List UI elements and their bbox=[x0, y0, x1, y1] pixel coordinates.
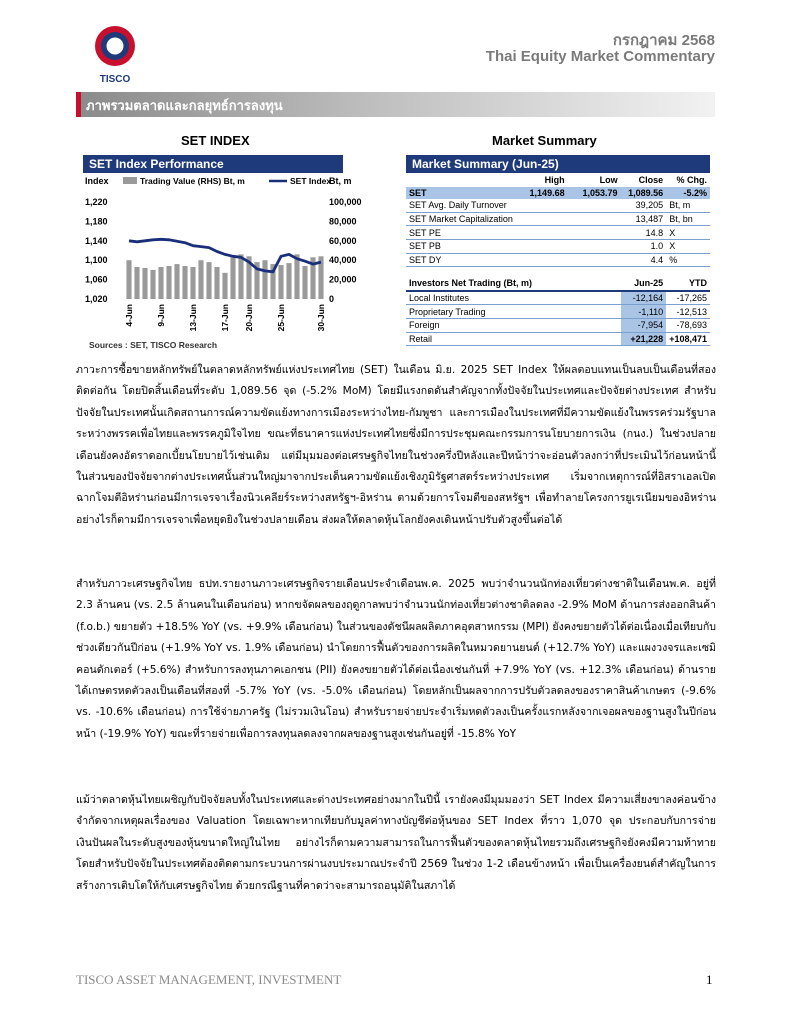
trading-value-bar bbox=[222, 273, 227, 299]
trading-value-bar bbox=[134, 267, 139, 299]
y-tick-label: 1,180 bbox=[85, 216, 108, 227]
x-tick-label: 17-Jun bbox=[220, 304, 230, 332]
market-summary-header: Market Summary (Jun-25) bbox=[406, 155, 710, 173]
trading-value-bar bbox=[182, 266, 187, 299]
logo-text: TISCO bbox=[99, 74, 131, 85]
trading-value-bar bbox=[286, 263, 291, 299]
paragraph-outlook: แม้ว่าตลาดหุ้นไทยเผชิญกับปัจจัยลบทั้งในประเทศและต่างประเทศอย่างมากในปีนี้ เรายังคงมีมุมมองว่า SET Index มีความเสี่ยงขาลงค่อนข้างจำกัดจากเหตุผลเรื่องของ Valuation โดยเฉพาะหากเทียบกับมูลค่าทางบัญชีต่อหุ้นของ SET Index ที่ราว 1,070 จุด ประกอบกับการจ่ายเงินปันผลในระดับสูงของหุ้นขนาดใหญ่ในไทย อย่างไรก็ตามความสามารถในการฟื้นตัวของตลาดหุ้นไทยรวมถึงเศรษฐกิจยังคงมีความท้าทาย โดยสำหรับปัจจัยในประเทศต้องติดตามกระบวนการผ่านงบประมาณประจำปี 2569 ในช่วง 1-2 เดือนข้างหน้า เพื่อเป็นเครื่องยนต์สำคัญในการสร้างการเติบโตให้กับเศรษฐกิจไทย ด้วยกรณีฐานที่คาดว่าจะสามารถอนุมัติในสภาได้ bbox=[76, 794, 716, 892]
col-blank bbox=[406, 174, 510, 187]
y-tick-label: 1,060 bbox=[85, 274, 108, 285]
set-label: SET bbox=[406, 187, 510, 200]
set-close: 1,089.56 bbox=[621, 187, 667, 200]
report-date: กรกฎาคม 2568 bbox=[612, 32, 715, 49]
legend-set-index: SET Index bbox=[290, 176, 332, 186]
table-row: SET Avg. Daily Turnover 39,205 Bt, m bbox=[406, 199, 710, 212]
spacer-row bbox=[406, 267, 710, 278]
trading-value-bar bbox=[214, 267, 219, 299]
banner-accent bbox=[76, 92, 81, 117]
y2-tick-label: 100,000 bbox=[329, 197, 362, 207]
trading-value-bar bbox=[302, 266, 307, 299]
table-row: Foreign -7,954 -78,693 bbox=[406, 318, 710, 332]
y2-tick-label: 20,000 bbox=[329, 274, 357, 285]
paragraph-market-overview: ภาวะการซื้อขายหลักทรัพย์ในตลาดหลักทรัพย์แห่งประเทศไทย (SET) ในเดือน มิ.ย. 2025 SET Index ให้ผลตอบแทนเป็นลบเป็นเดือนที่สองติดต่อกัน โดยปิดสิ้นเดือนที่ระดับ 1,089.56 จุด (-5.2% MoM) โดยมีแรงกดดันสำคัญจากทั้งปัจจัยในประเทศและปัจจัยต่างประเทศ สำหรับปัจจัยในประเทศนั้นเกิดสถานการณ์ความขัดแย้งทางการเมืองระหว่างไทย-กัมพูชา และการเมืองในประเทศที่มีความขัดแย้งในพรรคร่วมรัฐบาลระหว่างพรรคเพื่อไทยและพรรคภูมิใจไทย ขณะที่ธนาคารแห่งประเทศไทยซึ่งมีการประชุมคณะกรรมการนโยบายการเงิน (กนง.) ในช่วงปลายเดือนยังคงอัตราดอกเบี้ยนโยบายไว้เช่นเดิม แต่มีมุมมองต่อเศรษฐกิจไทยในช่วงครึ่งปีหลังและปีหน้าว่าจะอ่อนตัวลงกว่าที่ประเมินไว้ก่อนหน้านี้ ในส่วนของปัจจัยจากต่างประเทศนั้นส่วนใหญ่มาจากประเด็นความขัดแย้งเชิงภูมิรัฐศาสตร์ระหว่างประเทศ เริ่มจากเหตุการณ์ที่อิสราเอลเปิดฉากโจมตีอิหร่านก่อนมีการเจรจาเรื่องนิวเคลียร์ระหว่างสหรัฐฯ-อิหร่าน ตามด้วยการโจมตีของสหรัฐฯ เพื่อทำลายโครงการยูเรเนียมของอิหร่าน อย่างไรก็ตามมีการเจรจาเพื่อหยุดยิงในช่วงปลายเดือน ส่งผลให้ตลาดหุ้นโลกยังคงเดินหน้าปรับตัวสูงขึ้นต่อได้ bbox=[76, 364, 716, 526]
y-tick-label: 1,020 bbox=[85, 294, 108, 304]
trading-value-bar bbox=[294, 254, 299, 299]
trading-value-bar bbox=[142, 268, 147, 299]
footer-company: TISCO ASSET MANAGEMENT, INVESTMENT bbox=[76, 972, 342, 987]
trading-value-bar bbox=[174, 264, 179, 299]
y-tick-label: 1,140 bbox=[85, 235, 108, 246]
market-summary-table bbox=[406, 174, 710, 346]
table-row: SET PE 14.8 X bbox=[406, 226, 710, 240]
tisco-logo bbox=[92, 24, 138, 86]
col-chg: % Chg. bbox=[676, 175, 707, 186]
set-high: 1,149.68 bbox=[510, 187, 567, 200]
x-tick-label: 4-Jun bbox=[124, 304, 134, 327]
net-trading-header: Investors Net Trading (Bt, m) bbox=[406, 277, 621, 291]
set-index-line bbox=[129, 239, 321, 271]
market-summary-title: Market Summary bbox=[492, 133, 597, 148]
chart-source: Sources : SET, TISCO Research bbox=[89, 340, 218, 350]
y-axis-label: Index bbox=[85, 176, 109, 186]
trading-value-bar bbox=[206, 262, 211, 299]
x-tick-label: 25-Jun bbox=[276, 304, 286, 332]
y-tick-label: 1,220 bbox=[85, 197, 108, 207]
set-low: 1,053.79 bbox=[568, 187, 621, 200]
trading-value-bar bbox=[166, 266, 171, 299]
trading-value-bar bbox=[126, 260, 131, 299]
x-tick-label: 20-Jun bbox=[244, 304, 254, 332]
trading-value-bar bbox=[158, 267, 163, 299]
trading-value-bar bbox=[190, 267, 195, 299]
set-index-title: SET INDEX bbox=[181, 133, 250, 148]
trading-value-bar bbox=[230, 257, 235, 299]
table-row: Local Institutes -12,164 -17,265 bbox=[406, 291, 710, 305]
trading-value-bar bbox=[198, 260, 203, 299]
x-tick-label: 9-Jun bbox=[156, 304, 166, 327]
y2-tick-label: 80,000 bbox=[329, 216, 357, 227]
col-close: Close bbox=[638, 175, 664, 186]
col-month: Jun-25 bbox=[621, 277, 667, 291]
trading-value-bar bbox=[238, 254, 243, 299]
trading-value-bar bbox=[150, 270, 155, 299]
y2-axis-label: Bt, m bbox=[329, 176, 352, 186]
col-high: High bbox=[544, 175, 565, 186]
tisco-logo-icon bbox=[92, 24, 138, 86]
table-row: Proprietary Trading -1,110 -12,513 bbox=[406, 305, 710, 319]
trading-value-bar bbox=[262, 260, 267, 299]
trading-value-bar bbox=[278, 265, 283, 299]
y2-tick-label: 40,000 bbox=[329, 255, 357, 266]
legend-bar-swatch bbox=[123, 177, 137, 184]
legend-trading-value: Trading Value (RHS) Bt, m bbox=[140, 176, 245, 186]
table-row: Retail +21,228 +108,471 bbox=[406, 332, 710, 346]
set-index-chart bbox=[83, 174, 363, 352]
table-row: SET DY 4.4 % bbox=[406, 253, 710, 267]
col-ytd: YTD bbox=[666, 277, 710, 291]
set-chg: -5.2% bbox=[666, 187, 710, 200]
section-title: ภาพรวมตลาดและกลยุทธ์การลงทุน bbox=[86, 99, 283, 114]
set-row bbox=[406, 187, 710, 200]
page-number: 1 bbox=[706, 972, 713, 987]
paragraph-thai-economy: สำหรับภาวะเศรษฐกิจไทย ธปท.รายงานภาวะเศรษฐกิจรายเดือนประจำเดือนพ.ค. 2025 พบว่าจำนวนนักท่องเที่ยวต่างชาติในเดือนพ.ค. อยู่ที่ 2.3 ล้านคน (vs. 2.5 ล้านคนในเดือนก่อน) หากขจัดผลของฤดูกาลพบว่าจำนวนนักท่องเที่ยวต่างชาติลดลง -2.9% MoM ด้านการส่งออกสินค้า (f.o.b.) ขยายตัว +18.5% YoY (vs. +9.9% เดือนก่อน) ในส่วนของดัชนีผลผลิตภาคอุตสาหกรรม (MPI) ยังคงขยายตัวได้ต่อเนื่องเมื่อเทียบกับช่วงเดียวกันปีก่อน (+1.9% YoY vs. 1.9% เดือนก่อน) นำโดยการฟื้นตัวของการผลิตในหมวดยานยนต์ (+12.7% YoY) และแผงวงจรและเซมิคอนดักเตอร์ (+5.6%) สำหรับการลงทุนภาคเอกชน (PII) ยังคงขยายตัวได้ต่อเนื่องเช่นกันที่ +7.9% YoY (vs. +12.3% เดือนก่อน) ด้านรายได้เกษตรหดตัวลงเป็นเดือนที่สองที่ -5.7% YoY (vs. -5.0% เดือนก่อน) โดยหลักเป็นผลจากการปรับตัวลดลงของราคาสินค้าเกษตร (-9.6% vs. -10.6% เดือนก่อน) การใช้จ่ายภาครัฐ (ไม่รวมเงินโอน) สำหรับรายจ่ายประจำเริ่มหดตัวลงเป็นครั้งแรกหลังจากเจอผลของฐานสูงในปีก่อนหน้า (-19.9% YoY) ขณะที่รายจ่ายเพื่อการลงทุนลดลงจากผลของฐานสูงเช่นกันอยู่ที่ -15.8% YoY bbox=[76, 578, 716, 740]
set-index-panel-header: SET Index Performance bbox=[83, 155, 343, 173]
report-title: Thai Equity Market Commentary bbox=[485, 48, 715, 65]
table-row: SET PB 1.0 X bbox=[406, 239, 710, 253]
y-tick-label: 1,100 bbox=[85, 255, 108, 266]
col-low: Low bbox=[599, 175, 618, 186]
table-row: SET Market Capitalization 13,487 Bt, bn bbox=[406, 212, 710, 226]
y2-tick-label: 0 bbox=[329, 294, 335, 304]
x-tick-label: 30-Jun bbox=[316, 304, 326, 332]
x-tick-label: 13-Jun bbox=[188, 304, 198, 332]
net-trading-header-row bbox=[406, 277, 710, 291]
y2-tick-label: 60,000 bbox=[329, 235, 357, 246]
